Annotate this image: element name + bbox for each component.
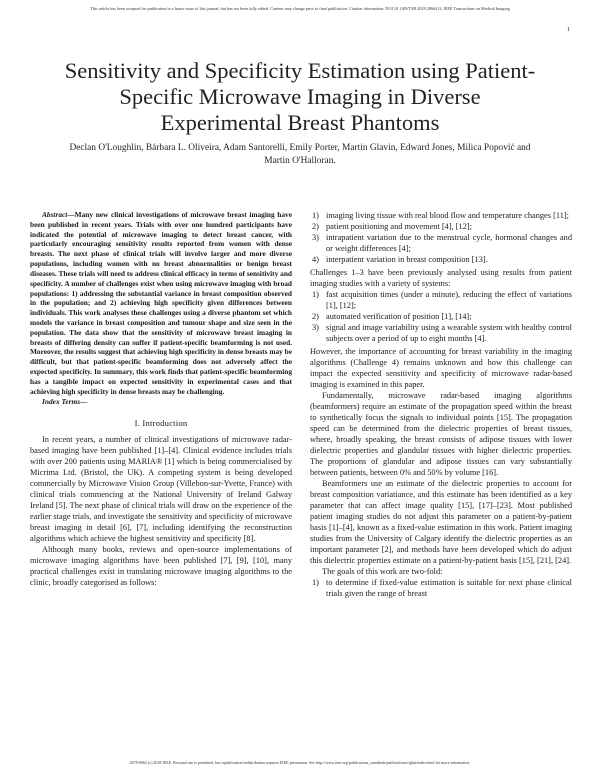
intro-paragraph-2: Although many books, reviews and open-source implementations of microwave imaging algorithms have been published [7], [9], [10], many practical challenges exist in translating microwave imaging algorithms to the clinic, broadly categorised as follows: <box>30 545 292 588</box>
list-item-number: 2) <box>312 222 319 231</box>
list-item <box>310 221 572 232</box>
list-item-text: to determine if fixed-value estimation is suitable for next phase clinical trials given the range of breast <box>326 578 572 598</box>
intro-paragraph-1: In recent years, a number of clinical investigations of microwave radar-based imaging have been published [1]–[4]. Clinical evidence includes trials with over 200 patients using MARIA® [1] which is being commercialised by Micrima Ltd. (Bristol, the UK). A competing system is being developed commercially by Microwave Vision Group (Villebon-sur-Yvette, France) with clinical trials commencing at the National University of Ireland Galway Ireland [5]. The next phase of clinical trials will draw on the experience of the earlier stage trials, and investigate the sensitivity and specificity of microwave breast imaging in detail [6], [7], including identifying the reconstruction algorithms which achieve the highest sensitivity and specificity [8]. <box>30 435 292 544</box>
paper-title: Sensitivity and Specificity Estimation using Patient-Specific Microwave Imaging in Diverse Experimental Breast Phantoms <box>64 58 536 135</box>
list-item-number: 1) <box>312 578 319 587</box>
journal-banner: This article has been accepted for publication in a future issue of this journal, but has not been fully edited. Content may change prior to final publication. Citation information: DOI 10.1109/TMI.2018.2866413, IEEE Transactions on Medical Imaging <box>90 6 510 11</box>
list-item-text: interpatient variation in breast composition [13]. <box>326 255 488 264</box>
right-column <box>310 210 572 601</box>
list-item-text: signal and image variability using a wearable system with healthy control subjects over a period of up to eight months [4]. <box>326 323 572 343</box>
abstract <box>30 210 292 396</box>
goals-list <box>310 577 572 599</box>
list-item-number: 4) <box>312 255 319 264</box>
list-item-text: imaging living tissue with real blood flow and temperature changes [11]; <box>326 211 569 220</box>
paragraph-however: However, the importance of accounting for breast variability in the imaging algorithms (Challenge 4) remains unknown and how this challenge can impact the expected sensitivity and specificity of microwave radar-based imaging is examined in this paper. <box>310 347 572 389</box>
challenges-list <box>310 210 572 265</box>
list-item-text: fast acquisition times (under a minute), reducing the effect of variations [1], [12]; <box>326 290 572 310</box>
list-item <box>310 210 572 221</box>
list-item <box>310 322 572 344</box>
list-item <box>310 311 572 322</box>
list-item-text: automated verification of position [1], [14]; <box>326 312 472 321</box>
list-item <box>310 254 572 265</box>
list-item-number: 3) <box>312 323 319 332</box>
list-item <box>310 289 572 311</box>
paragraph-challenges-analysed: Challenges 1–3 have been previously analysed using results from patient imaging studies with a variety of systems: <box>310 268 572 288</box>
page-number: 1 <box>567 27 570 33</box>
author-list: Declan O'Loughlin, Bárbara L. Oliveira, Adam Santorelli, Emily Porter, Martin Glavin, Edward Jones, Milica Popović and Martin O'Halloran. <box>69 143 531 166</box>
list-item-number: 1) <box>312 290 319 299</box>
section-heading-introduction: I. Introduction <box>134 418 188 429</box>
systems-list <box>310 289 572 344</box>
index-terms: Index Terms— <box>42 397 88 407</box>
paragraph-goals: The goals of this work are two-fold: <box>322 567 443 576</box>
list-item-number: 3) <box>312 233 319 242</box>
copyright-footer: 0278-0062 (c) 2018 IEEE. Personal use is permitted, but republication/redistribution requires IEEE permission. See http://www.ieee.org/publications_standards/publications/rights/index.html for more information. <box>129 760 471 765</box>
left-column <box>30 210 292 588</box>
abstract-label: Abstract <box>42 210 68 219</box>
list-item <box>310 577 572 599</box>
list-item-text: patient positioning and movement [4], [12]; <box>326 222 472 231</box>
list-item-number: 2) <box>312 312 319 321</box>
list-item-text: intrapatient variation due to the menstrual cycle, hormonal changes and or weight differences [4]; <box>326 233 572 253</box>
abstract-text: —Many new clinical investigations of microwave breast imaging have been published in recent years. Trials with over one hundred participants have indicated the potential of microwave imaging to detect breast cancer, with particularly encouraging sensitivity results reported from women with dense breasts. The next phase of clinical trials will involve larger and more diverse populations, including women with no breast abnormalities or benign breast diseases. These trials will need to address clinical efficacy in terms of sensitivity and specificity. A number of challenges exist when using microwave imaging with broad populations: 1) addressing the substantial variance in breast composition observed in the population; and 2) achieving high specificity given differences between individuals. This work analyses these challenges using a diverse phantom set which models the variance in breast composition and tumour shape and size seen in the population. The data show that the sensitivity of microwave breast imaging in breasts of differing density can suffer if patient-specific beamforming is not used. Moreover, the results suggest that achieving high specificity in dense breasts may be difficult, but that patient-specific beamforming does not adversely affect the expected specificity. In summary, this work finds that patient-specific beamforming has a tangible impact on expected sensitivity in experimental cases and that achieving high specificity in dense breasts may be challenging. <box>30 210 292 396</box>
paragraph-fundamentally: Fundamentally, microwave radar-based imaging algorithms (beamformers) require an estimate of the propagation speed within the breast to synthetically focus the signals to individual points [15]. The propagation speed can be determined from the dielectric properties of breast tissues, where, broadly speaking, the breast consists of adipose tissues with lower dielectric properties and glandular tissues with higher dielectric properties. The proportions of glandular and adipose tissues can vary substantially between patients, between 0% and 50% by volume [16]. <box>310 391 572 477</box>
paragraph-beamformers: Beamformers use an estimate of the dielectric properties to account for breast composition variatiance, and this estimate has been identified as a key parameter that can affect image quality [15], [17]–[23]. Most published patient imaging studies do not adjust this parameter on a patient-by-patient basis [1]–[4], known as a fixed-value estimation in this work. Patient imaging studies from the University of Calgary identify the dielectric properties as an important parameter [2], and methods have been developed which do adjust this dielectric properties estimate on a patient-by-patient basis [15], [21], [24]. <box>310 479 572 565</box>
list-item-number: 1) <box>312 211 319 220</box>
list-item <box>310 232 572 254</box>
